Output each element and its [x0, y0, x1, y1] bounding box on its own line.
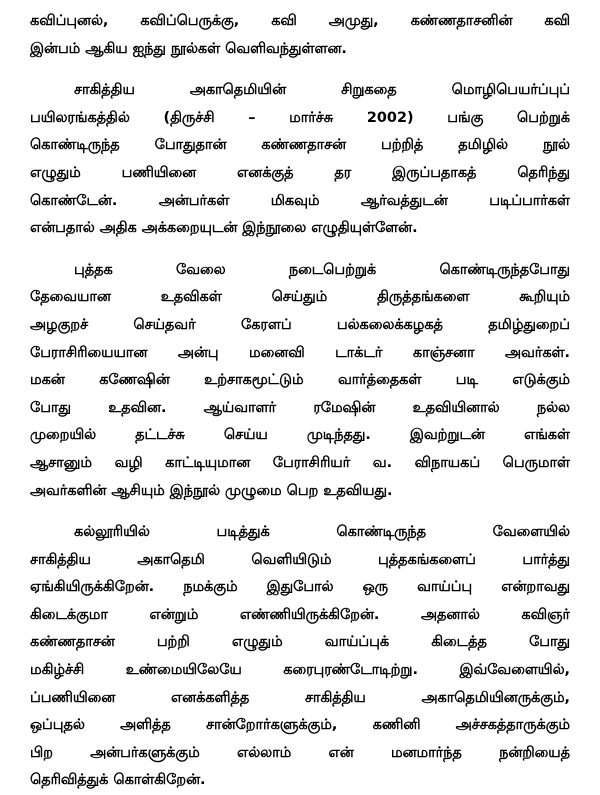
paragraph-3: [30, 257, 570, 505]
text-line: ஏங்கியிருக்கிறேன். நமக்கும் இதுபோல் ஒரு வாய்ப்பு என்றாவது: [30, 579, 570, 596]
text-line: கிடைக்குமா என்றும் எண்ணியிருக்கிறேன். அதனால் கவிஞர்: [30, 606, 570, 623]
paragraph-2: [30, 77, 570, 243]
text-line: போது உதவின. ஆய்வாளர் ரமேஷின் உதவியினால் நல்ல: [30, 399, 570, 416]
text-line: கவிப்புனல், கவிப்பெருக்கு, கவி அமுது, கண்ணதாசனின் கவி: [30, 13, 570, 29]
text-line: பேராசிரியையான அன்பு மனைவி டாக்டர் காஞ்சனா அவர்கள்.: [30, 344, 570, 361]
text-line: சாகித்திய அகாதெமி வெளியிடும் புத்தகங்களைப் பார்த்து: [30, 551, 570, 568]
text-line: என்பதால் அதிக அக்கறையுடன் இந்நூலை எழுதியுள்ளேன்.: [30, 220, 418, 237]
text-line: அவர்களின் ஆசியும் இந்நூல் முழுமை பெற உதவியது.: [30, 482, 393, 499]
text-line: கண்ணதாசன் பற்றி எழுதும் வாய்ப்புக் கிடைத்த போது: [30, 634, 570, 651]
text-line: தெரிவித்துக் கொள்கிறேன்.: [30, 772, 206, 789]
text-line: பிற அன்பர்களுக்கும் எல்லாம் என் மனமார்ந்த நன்றியைத்: [30, 744, 570, 761]
text-line: இன்பம் ஆகிய ஐந்து நூல்கள் வெளிவந்துள்ளன.: [30, 40, 347, 57]
text-line: சாகித்திய அகாதெமியின் சிறுகதை மொழிபெயர்ப்புப்: [74, 82, 570, 99]
text-line: கொண்டிருந்த போதுதான் கண்ணதாசன் பற்றித் தமிழில் நூல்: [30, 137, 570, 154]
text-line: எழுதும் பணியினை எனக்குத் தர இருப்பதாகத் தெரிந்து: [30, 164, 570, 181]
text-line: மகிழ்ச்சி உண்மையிலேயே கரைபுரண்டோடிற்று. இவ்வேளையில்,: [30, 662, 570, 679]
text-line: புத்தக வேலை நடைபெற்றுக் கொண்டிருந்தபோது: [74, 261, 570, 278]
text-line: ஒப்புதல் அளித்த சான்றோர்களுக்கும், கணினி அச்சகத்தாருக்கும்: [30, 717, 570, 734]
paragraph-gap: [30, 505, 570, 519]
text-line: ப்பணியினை எனக்களித்த சாகித்திய அகாதெமியினருக்கும்,: [30, 689, 570, 706]
text-line: முறையில் தட்டச்சு செய்ய முடிந்தது. இவற்றுடன் எங்கள்: [30, 427, 570, 444]
paragraph-1: [30, 8, 570, 63]
paragraph-4: [30, 519, 570, 795]
text-line: பயிலரங்கத்தில் (திருச்சி – மார்ச்சு 2002) பங்கு பெற்றுக்: [30, 109, 570, 126]
text-line: தேவையான உதவிகள் செய்தும் திருத்தங்களை கூறியும்: [30, 289, 570, 306]
text-line: ஆசானும் வழி காட்டியுமான பேராசிரியர் வ. விநாயகப் பெருமாள்: [30, 454, 570, 471]
text-line: கல்லூரியில் படித்துக் கொண்டிருந்த வேளையில்: [74, 524, 570, 541]
paragraph-gap: [30, 243, 570, 257]
text-line: அழகுறச் செய்தவர் கேரளப் பல்கலைக்கழகத் தமிழ்துறைப்: [30, 316, 570, 333]
text-line: கொண்டேன். அன்பர்கள் மிகவும் ஆர்வத்துடன் படிப்பார்கள்: [30, 192, 570, 209]
paragraph-gap: [30, 63, 570, 77]
text-line: மகன் கணேஷின் உற்சாகமூட்டும் வார்த்தைகள் படி எடுக்கும்: [30, 372, 570, 389]
